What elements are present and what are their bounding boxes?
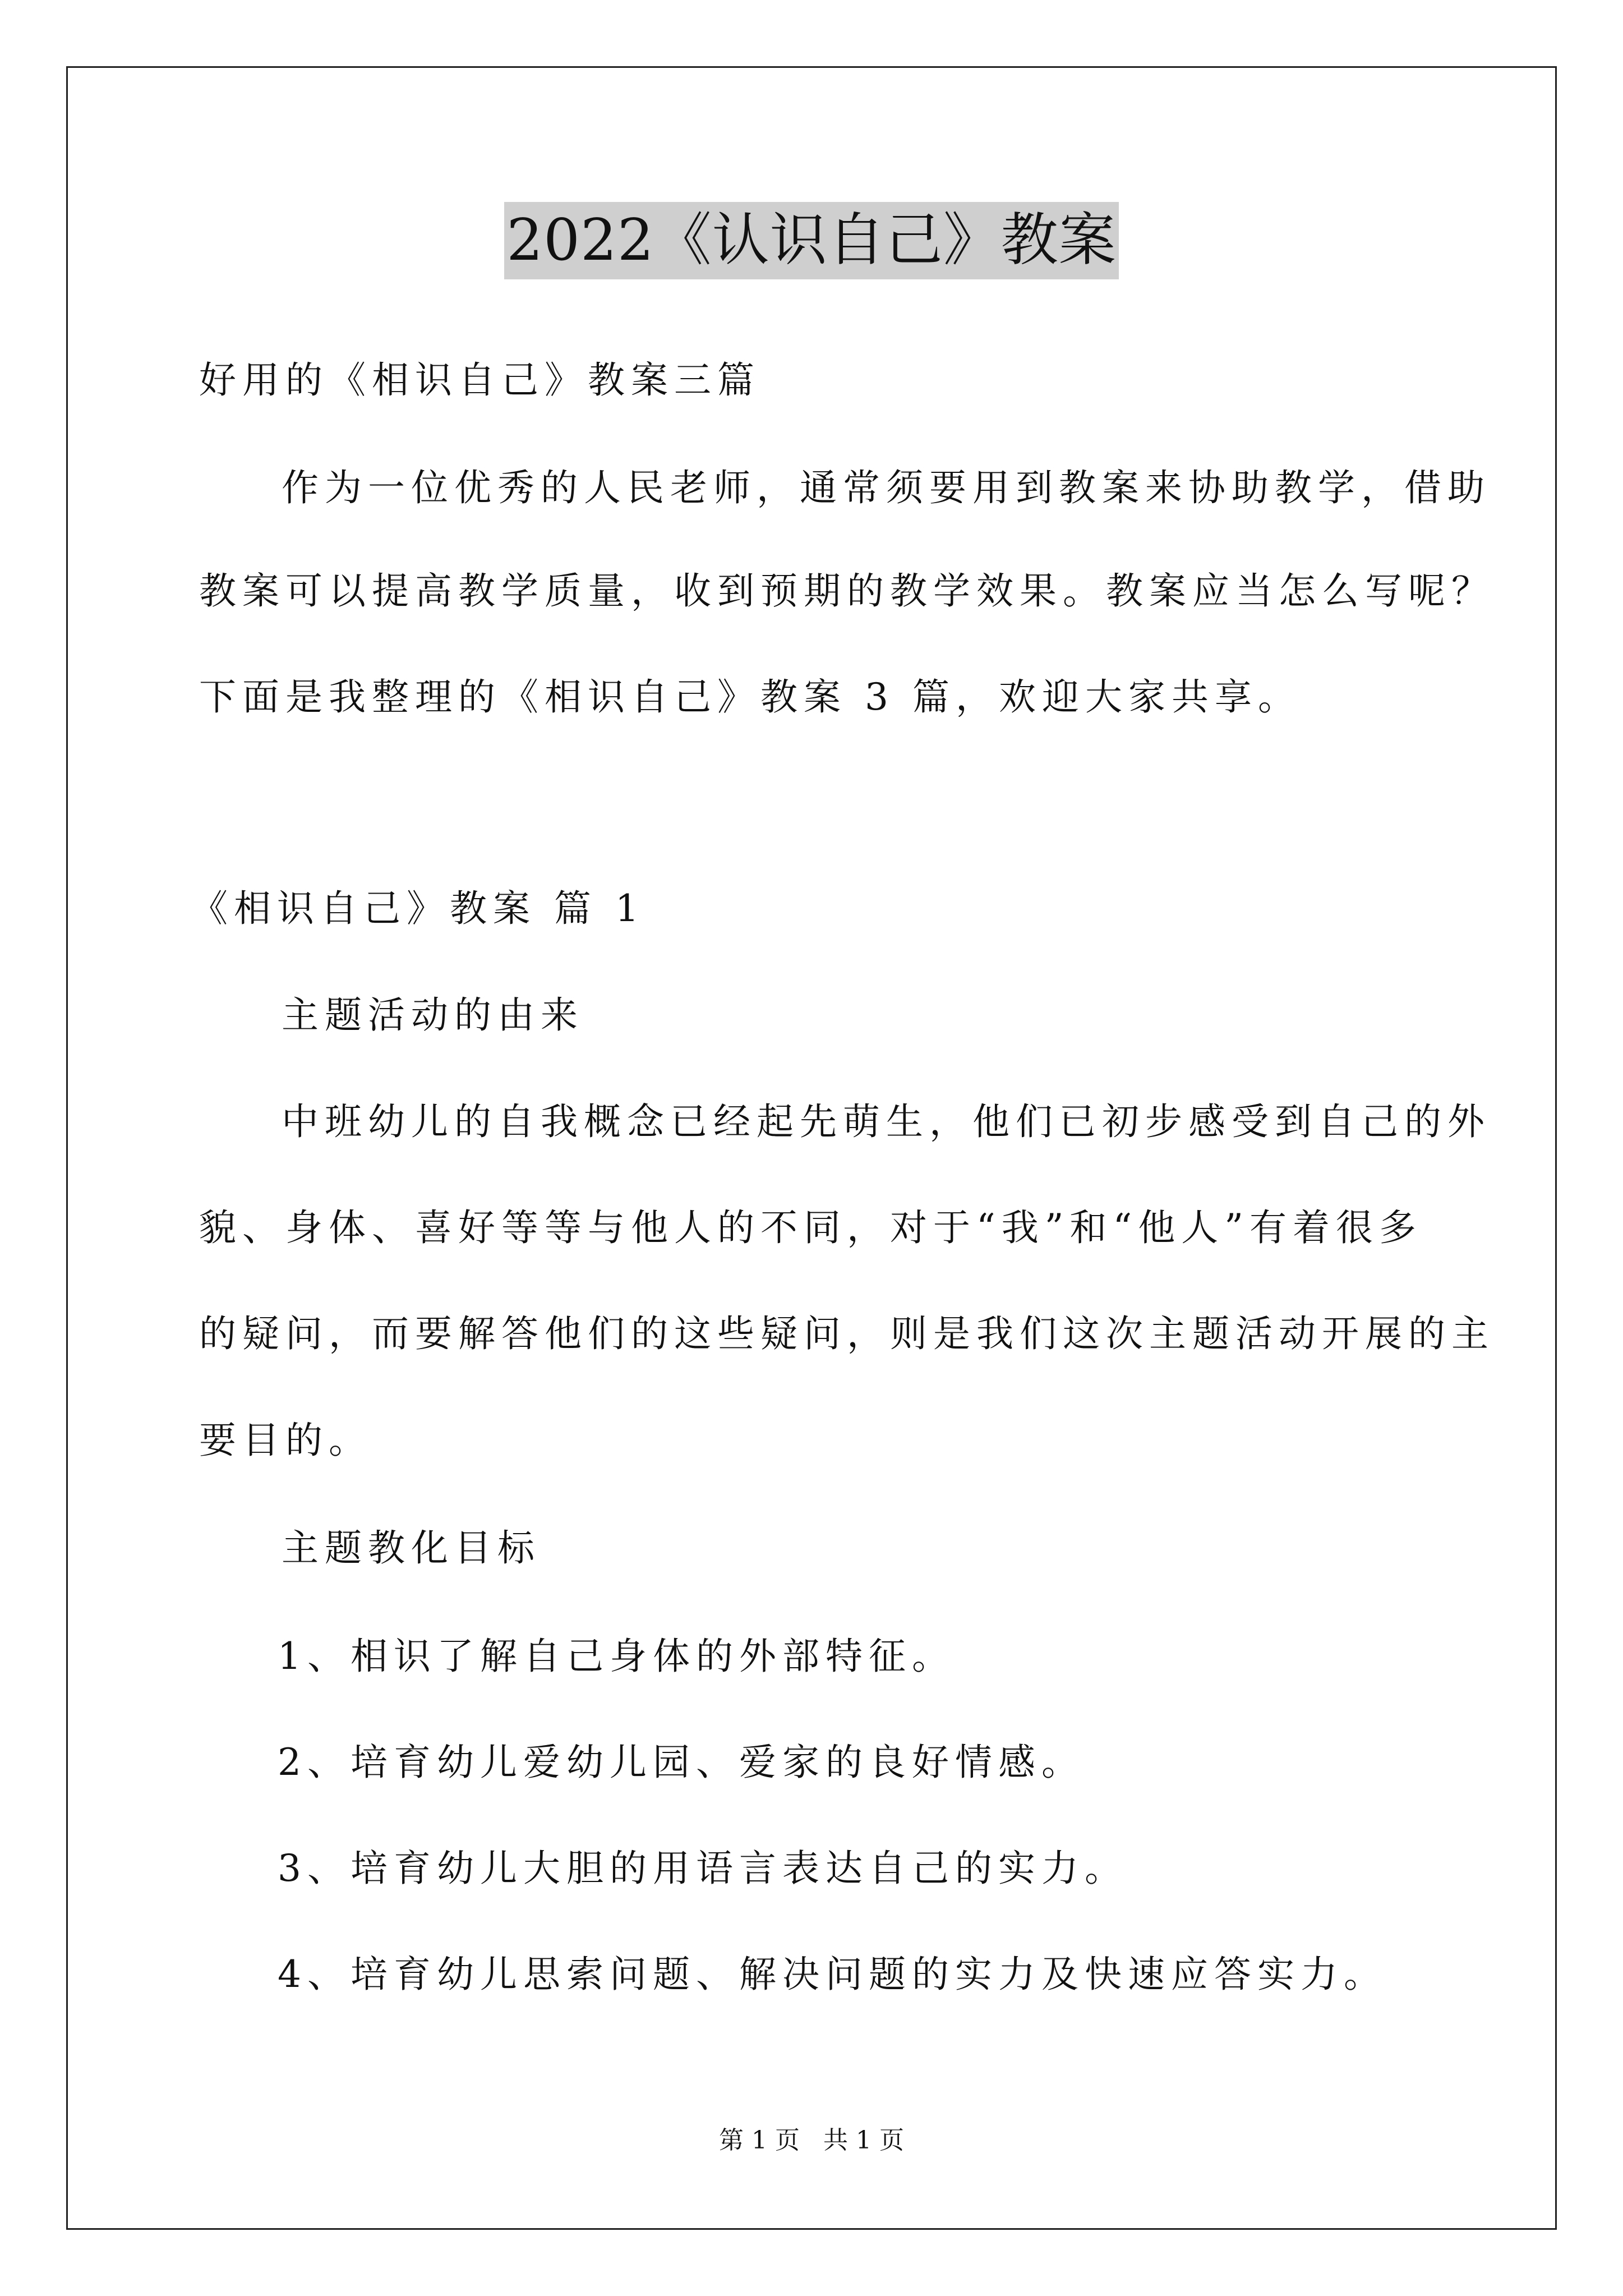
goals-heading: 主题教化目标 — [282, 1526, 541, 1570]
origin-line-1: 中班幼儿的自我概念已经起先萌生，他们已初步感受到自己的外 — [282, 1100, 1491, 1143]
document-title: 2022《认识自己》教案 — [504, 202, 1119, 279]
intro-line-1: 作为一位优秀的人民老师，通常须要用到教案来协助教学，借助 — [282, 466, 1491, 509]
origin-line-4: 要目的。 — [199, 1419, 372, 1462]
origin-line-2: 貌、身体、喜好等等与他人的不同，对于“我”和“他人”有着很多 — [199, 1206, 1422, 1249]
goal-item-1: 1、相识了解自己身体的外部特征。 — [278, 1635, 955, 1678]
title-container — [0, 202, 1623, 279]
section-heading: 《相识自己》教案 篇 1 — [191, 887, 645, 930]
subtitle: 好用的《相识自己》教案三篇 — [199, 358, 760, 402]
goal-item-4: 4、培育幼儿思索问题、解决问题的实力及快速应答实力。 — [278, 1953, 1387, 1996]
intro-line-3: 下面是我整理的《相识自己》教案 3 篇，欢迎大家共享。 — [199, 675, 1301, 719]
page-footer: 第 1 页 共 1 页 — [719, 2126, 904, 2155]
goal-item-2: 2、培育幼儿爱幼儿园、爱家的良好情感。 — [278, 1741, 1085, 1784]
origin-heading: 主题活动的由来 — [282, 993, 584, 1037]
intro-line-2: 教案可以提高教学质量，收到预期的教学效果。教案应当怎么写呢？ — [199, 569, 1495, 613]
goal-item-3: 3、培育幼儿大胆的用语言表达自己的实力。 — [278, 1847, 1128, 1890]
origin-line-3: 的疑问，而要解答他们的这些疑问，则是我们这次主题活动开展的主 — [199, 1312, 1495, 1355]
